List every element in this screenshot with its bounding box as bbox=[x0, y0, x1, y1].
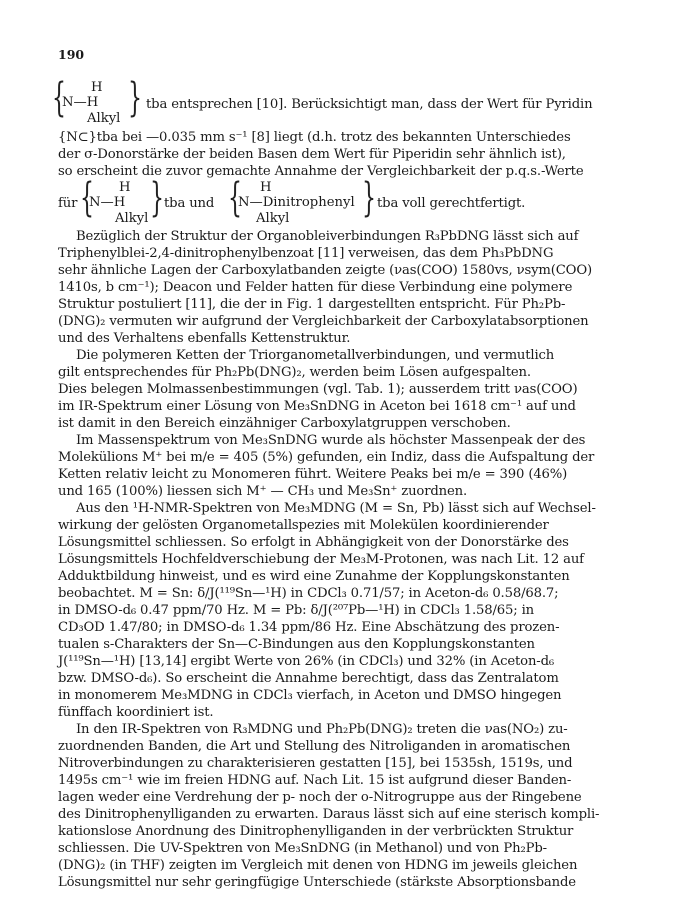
text-line: beobachtet. M = Sn: δ/J(¹¹⁹Sn—¹H) in CDCl₃ 0.71/57; in Aceton-d₆ 0.58/68.7; bbox=[58, 586, 559, 601]
text-line: Struktur postuliert [11], die der in Fig. 1 dargestellten entspricht. Für Ph₂Pb- bbox=[58, 297, 566, 312]
text-line: Bezüglich der Struktur der Organobleiverbindungen R₃PbDNG lässt sich auf bbox=[76, 229, 579, 244]
text-line: sehr ähnliche Lagen der Carboxylatbanden zeigte (νas(COO) 1580vs, νsym(COO) bbox=[58, 263, 592, 278]
text-line: kationslose Anordnung des Dinitrophenylliganden in der verbrückten Struktur bbox=[58, 824, 574, 839]
right-brace: } bbox=[362, 175, 376, 221]
text-line: Adduktbildung hinweist, und es wird eine Zunahme der Kopplungskonstanten bbox=[58, 569, 570, 584]
text-line: des Dinitrophenylliganden zu erwarten. Daraus lässt sich auf eine sterisch kompli- bbox=[58, 807, 600, 822]
formula-nh: N—H bbox=[62, 95, 99, 110]
formula-alkyl: Alkyl bbox=[87, 111, 121, 126]
text-line: 1495s cm⁻¹ wie im freien HDNG auf. Nach Lit. 15 ist aufgrund dieser Banden- bbox=[58, 773, 572, 788]
text-line: ist damit in den Bereich einzähniger Carboxylatgruppen verschoben. bbox=[58, 416, 511, 431]
page-number: 190 bbox=[58, 47, 85, 62]
text-line: Lösungsmittel nur sehr geringfügige Unterschiede (stärkste Absorptionsbande bbox=[58, 875, 576, 890]
text-line: im IR-Spektrum einer Lösung von Me₃SnDNG in Aceton bei 1618 cm⁻¹ auf und bbox=[58, 399, 576, 414]
text-line: wirkung der gelösten Organometallspezies mit Molekülen koordinierender bbox=[58, 518, 549, 533]
text-line: lagen weder eine Verdrehung der p- noch der o-Nitrogruppe aus der Ringebene bbox=[58, 790, 582, 805]
text-fuer: für bbox=[58, 196, 78, 211]
left-brace: { bbox=[80, 175, 94, 221]
text-line: tba entsprechen [10]. Berücksichtigt man, dass der Wert für Pyridin bbox=[146, 97, 593, 112]
formula-h: H bbox=[119, 180, 131, 195]
text-line: Dies belegen Molmassenbestimmungen (vgl. Tab. 1); ausserdem tritt νas(COO) bbox=[58, 382, 578, 397]
formula-alkyl: Alkyl bbox=[256, 211, 290, 226]
text-line: tualen s-Charakters der Sn—C-Bindungen aus den Kopplungskonstanten bbox=[58, 637, 535, 652]
text-line: schliessen. Die UV-Spektren von Me₃SnDNG (in Methanol) und von Ph₂Pb- bbox=[58, 841, 547, 856]
text-line: Die polymeren Ketten der Triorganometallverbindungen, und vermutlich bbox=[76, 348, 555, 363]
text-line: (DNG)₂ (in THF) zeigten im Vergleich mit denen von HDNG im jeweils gleichen bbox=[58, 858, 578, 873]
text-line: bzw. DMSO-d₆). So erscheint die Annahme berechtigt, dass das Zentralatom bbox=[58, 671, 559, 686]
text-line: und 165 (100%) liessen sich M⁺ — CH₃ und Me₃Sn⁺ zuordnen. bbox=[58, 484, 468, 499]
text-line: In den IR-Spektren von R₃MDNG und Ph₂Pb(DNG)₂ treten die νas(NO₂) zu- bbox=[76, 722, 568, 737]
text-line: Lösungsmittel schliessen. So erfolgt in Abhängigkeit von der Donorstärke des bbox=[58, 535, 569, 550]
text-line: J(¹¹⁹Sn—¹H) [13,14] ergibt Werte von 26% (in CDCl₃) und 32% (in Aceton-d₆ bbox=[58, 654, 555, 669]
right-brace: } bbox=[128, 75, 142, 121]
right-brace: } bbox=[150, 175, 164, 221]
text-line: zuordnenden Banden, die Art und Stellung des Nitroliganden in aromatischen bbox=[58, 739, 571, 754]
formula-n-dinitrophenyl: N—Dinitrophenyl bbox=[238, 195, 355, 210]
text-line: Aus den ¹H-NMR-Spektren von Me₃MDNG (M = Sn, Pb) lässt sich auf Wechsel- bbox=[76, 501, 596, 516]
left-brace: { bbox=[228, 175, 242, 221]
text-line: {N⊂}tba bei —0.035 mm s⁻¹ [8] liegt (d.h. trotz des bekannten Unterschiedes bbox=[58, 130, 571, 145]
formula-h: H bbox=[91, 80, 103, 95]
text-line: Triphenylblei-2,4-dinitrophenylbenzoat [11] verweisen, das dem Ph₃PbDNG bbox=[58, 246, 554, 261]
formula-nh: N—H bbox=[89, 195, 126, 210]
text-line: (DNG)₂ vermuten wir aufgrund der Vergleichbarkeit der Carboxylatabsorptionen bbox=[58, 314, 589, 329]
text-line: Im Massenspektrum von Me₃SnDNG wurde als höchster Massenpeak der des bbox=[76, 433, 586, 448]
left-brace: { bbox=[52, 75, 66, 121]
text-line: der σ-Donorstärke der beiden Basen dem Wert für Piperidin sehr ähnlich ist), bbox=[58, 147, 566, 162]
text-line: gilt entsprechendes für Ph₂Pb(DNG)₂, werden beim Lösen aufgespalten. bbox=[58, 365, 531, 380]
text-line: Molekülions M⁺ bei m/e = 405 (5%) gefunden, ein Indiz, dass die Aufspaltung der bbox=[58, 450, 595, 465]
formula-h: H bbox=[260, 180, 272, 195]
text-line: Lösungsmittels Hochfeldverschiebung der Me₃M-Protonen, was nach Lit. 12 auf bbox=[58, 552, 584, 567]
text-line: in monomerem Me₃MDNG in CDCl₃ vierfach, in Aceton und DMSO hingegen bbox=[58, 688, 562, 703]
text-line: in DMSO-d₆ 0.47 ppm/70 Hz. M = Pb: δ/J(²⁰⁷Pb—¹H) in CDCl₃ 1.58/65; in bbox=[58, 603, 534, 618]
text-line: Ketten relativ leicht zu Monomeren führt. Weitere Peaks bei m/e = 390 (46%) bbox=[58, 467, 568, 482]
text-line: fünffach koordiniert ist. bbox=[58, 705, 214, 720]
text-line: Nitroverbindungen zu charakterisieren gestatten [15], bei 1535sh, 1519s, und bbox=[58, 756, 573, 771]
text-line: 1410s, b cm⁻¹); Deacon und Felder hatten für diese Verbindung eine polymere bbox=[58, 280, 573, 295]
text-tba-und: tba und bbox=[164, 196, 215, 211]
text-line: und des Verhaltens ebenfalls Kettenstruktur. bbox=[58, 331, 351, 346]
text-line: CD₃OD 1.47/80; in DMSO-d₆ 1.34 ppm/86 Hz. Eine Abschätzung des prozen- bbox=[58, 620, 560, 635]
text-tba-voll: tba voll gerechtfertigt. bbox=[377, 196, 526, 211]
text-line: so erscheint die zuvor gemachte Annahme der Vergleichbarkeit der p.q.s.-Werte bbox=[58, 164, 584, 179]
formula-alkyl: Alkyl bbox=[115, 211, 149, 226]
